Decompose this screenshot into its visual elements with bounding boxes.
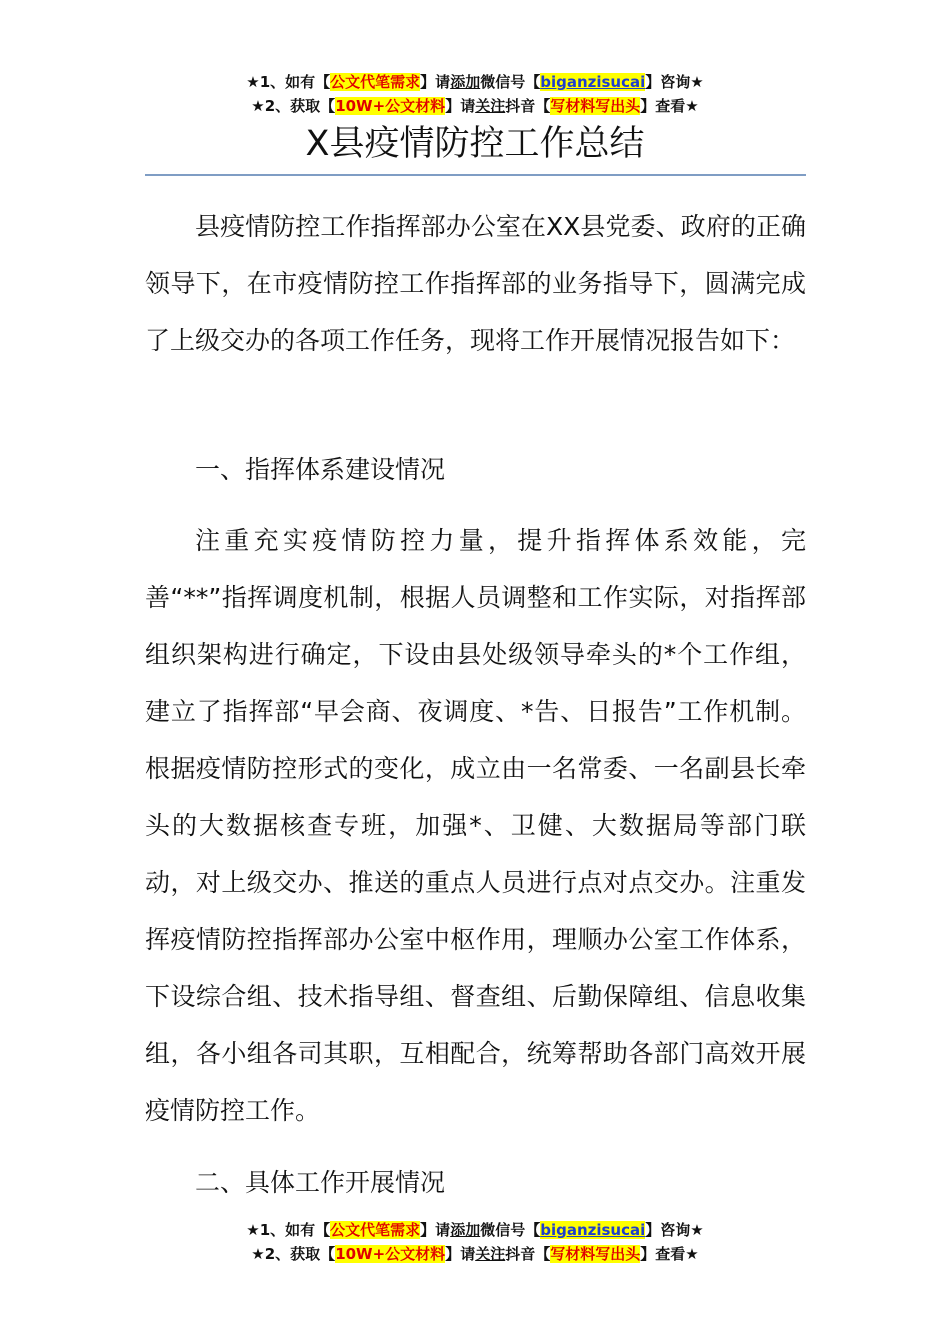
promo-banner-bottom <box>0 1218 950 1266</box>
promo-text: 】请 <box>420 1221 451 1239</box>
promo-line-2 <box>0 1242 950 1266</box>
heading-text: 二、具体工作开展情况 <box>195 1168 446 1197</box>
promo-highlight: 公文代笔需求 <box>330 73 421 91</box>
promo-text: 抖音【 <box>505 1245 551 1263</box>
paragraph-text: 县疫情防控工作指挥部办公室在XX县党委、政府的正确领导下，在市疫情防控工作指挥部的业务指导下，圆满完成了上级交办的各项工作任务，现将工作开展情况报告如下： <box>145 212 806 355</box>
promo-text: 微信号【 <box>480 1221 541 1239</box>
promo-emphasis: 关注 <box>475 1245 506 1263</box>
promo-text: ★1、如有【 <box>246 1221 331 1239</box>
paragraph-text: 注重充实疫情防控力量，提升指挥体系效能，完善“**”指挥调度机制，根据人员调整和工作实际，对指挥部组织架构进行确定，下设由县处级领导牵头的*个工作组，建立了指挥部“早会商、夜调度、*告、日报告”工作机制。根据疫情防控形式的变化，成立由一名常委、一名副县长牵头的大数据核查专班，加强*、卫健、大数据局等部门联动，对上级交办、推送的重点人员进行点对点交办。注重发挥疫情防控指挥部办公室中枢作用，理顺办公室工作体系，下设综合组、技术指导组、督查组、后勤保障组、信息收集组，各小组各司其职，互相配合，统筹帮助各部门高效开展疫情防控工作。 <box>145 526 806 1125</box>
heading-text: 一、指挥体系建设情况 <box>195 455 446 484</box>
promo-banner-top <box>0 70 950 118</box>
promo-text: 抖音【 <box>505 97 551 115</box>
promo-text: 】请 <box>420 73 451 91</box>
section-1-heading <box>145 441 806 498</box>
promo-text: 微信号【 <box>480 73 541 91</box>
promo-highlight: 公文代笔需求 <box>330 1221 421 1239</box>
intro-paragraph <box>145 198 806 369</box>
title-divider <box>145 174 806 176</box>
document-title: X县疫情防控工作总结 <box>305 124 645 164</box>
promo-highlight: 写材料写出头 <box>550 97 641 115</box>
promo-line-1 <box>0 1218 950 1242</box>
promo-text: 】咨询★ <box>645 1221 704 1239</box>
section-2-heading <box>145 1154 806 1211</box>
section-1-paragraph <box>145 512 806 1139</box>
promo-highlight: 10W+公文材料 <box>335 1245 446 1263</box>
promo-line-1 <box>0 70 950 94</box>
promo-text: 】咨询★ <box>645 73 704 91</box>
promo-text: 】查看★ <box>640 97 699 115</box>
promo-text: 】请 <box>445 97 476 115</box>
promo-text: ★2、获取【 <box>251 97 336 115</box>
wechat-id-link[interactable]: biganzisucai <box>540 73 646 91</box>
promo-highlight: 10W+公文材料 <box>335 97 446 115</box>
promo-text: 】请 <box>445 1245 476 1263</box>
promo-emphasis: 添加 <box>450 73 481 91</box>
promo-highlight: 写材料写出头 <box>550 1245 641 1263</box>
promo-line-2 <box>0 94 950 118</box>
promo-text: ★2、获取【 <box>251 1245 336 1263</box>
wechat-id-link[interactable]: biganzisucai <box>540 1221 646 1239</box>
promo-emphasis: 关注 <box>475 97 506 115</box>
promo-emphasis: 添加 <box>450 1221 481 1239</box>
promo-text: 】查看★ <box>640 1245 699 1263</box>
promo-text: ★1、如有【 <box>246 73 331 91</box>
